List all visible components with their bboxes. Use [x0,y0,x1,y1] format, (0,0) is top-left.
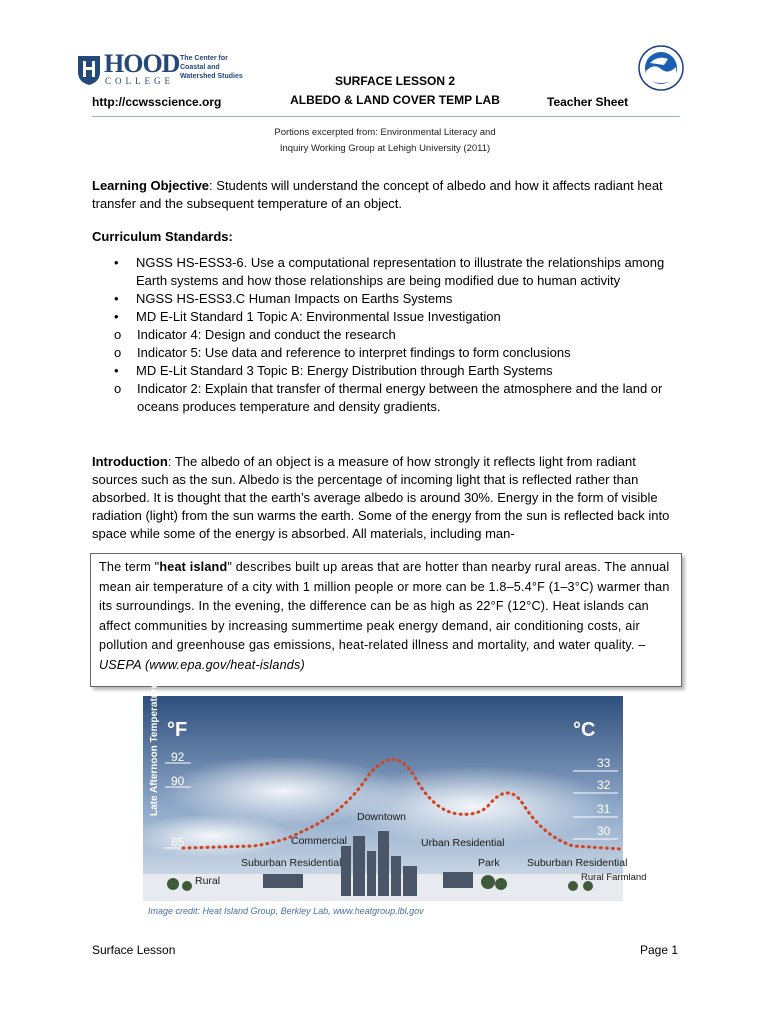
logo-center-text [180,54,243,81]
indicator-text: Indicator 2: Explain that transfer of thermal energy between the atmosphere and the land or oceans produces temperature and density gradients. [137,381,663,414]
footer-lesson: Surface Lesson [92,943,176,957]
indicator-text: Indicator 4: Design and conduct the research [137,327,396,342]
logo-college: COLLEGE [105,76,174,86]
callout-source: USEPA (www.epa.gov/heat-islands) [99,657,305,672]
standards-list [92,254,682,416]
hood-college-logo [76,50,246,90]
unit-c: °C [573,719,596,741]
cloud [333,766,613,846]
zone-label: Downtown [357,811,407,823]
zone-label: Park [478,857,500,869]
zone-label-text: Suburban Residential [241,857,342,869]
f-tick: 85 [171,835,185,849]
indicator-text: Indicator 5: Use data and reference to interpret findings to form conclusions [137,345,571,360]
unit-f: °F [167,719,188,741]
zone-label: Commercial [291,835,348,847]
sub-list-item [92,326,682,344]
bullet: • [114,255,119,270]
callout-after: " describes built up areas that are hotter than nearby rural areas. The annual mean air temperature of a city with 1 million people or more can be 1.8–5.4°F (1–3°C) warmer than its surroundings. In the evening, the difference can be as high as 22°F (12°C). Heat islands can affect communities by increasing summertime peak energy demand, air conditioning costs, air pollution and greenhouse gas emissions, heat-related illness and mortality, and water quality. – [99,560,670,652]
sub-bullet: o [114,345,122,360]
sub-list [48,326,682,362]
title-line1: SURFACE LESSON 2 [334,74,456,88]
standard-text: NGSS HS-ESS3-6. Use a computational representation to illustrate the relationships among Earth systems and how those relationships are being modified due to human activity [136,255,665,288]
list-item [92,308,682,362]
heat-island-callout [90,553,682,687]
introduction-label: Introduction [92,454,168,469]
logo-center-line1: The Center for [180,55,228,62]
zone-label: Rural [195,875,221,887]
objective-text: : Students will understand the concept of albedo and how it affects radiant heat transfer and the subsequent temperature of an object. [92,178,663,211]
shield-icon [76,54,102,86]
logo-name: HOOD [104,49,180,78]
f-tick: 90 [171,774,185,788]
callout-term: heat island [159,560,228,574]
excerpt-line2: Inquiry Working Group at Lehigh University (2011) [279,143,491,154]
list-item [92,290,682,308]
standard-text: NGSS HS-ESS3.C Human Impacts on Earths Systems [136,291,453,306]
zone-label: Urban Residential [421,837,505,849]
document-title [270,72,520,110]
sub-list-item [92,380,682,416]
standard-text: MD E-Lit Standard 1 Topic A: Environmental Issue Investigation [136,309,501,324]
c-tick: 31 [597,802,611,816]
logo-center-line2: Coastal and [180,64,220,71]
bullet: • [114,309,119,324]
site-url: http://ccwsscience.org [92,95,222,109]
cloud [133,814,293,858]
c-tick: 32 [597,778,611,792]
introduction-text: : The albedo of an object is a measure of how strongly it reflects light from radiant sources such as the sun. Albedo is the percentage of incoming light that is reflected rather than absorbed. It is thought that the earth’s average albedo is around 30%. Energy in the form of visible radiation (light) from the sun warms the earth. Some of the energy from the sun is reflected back into space while some of the energy is absorbed. All materials, including man- [92,454,670,541]
callout-before: The term " [99,560,160,574]
sub-bullet: o [114,327,122,342]
list-item [92,254,682,290]
zone-label: Suburban Residential [527,857,628,869]
noaa-logo-icon [638,45,684,91]
page-number: Page 1 [640,943,679,957]
sub-bullet: o [114,381,122,396]
header-divider [92,116,680,117]
excerpt-note [200,125,570,157]
introduction [92,453,684,543]
heat-island-figure [143,682,647,901]
logo-center-line3: Watershed Studies [180,73,243,80]
c-tick: 30 [597,824,611,838]
axis-title: Late Afternoon Temperature [149,682,160,816]
zone-label [241,857,341,869]
f-tick: 92 [171,750,185,764]
image-credit: Image credit: Heat Island Group, Berkley Lab, www.heatgroup.lbl.gov [148,906,424,916]
list-item [92,362,682,416]
learning-objective [92,177,682,213]
objective-label: Learning Objective [92,178,210,193]
standard-text: MD E-Lit Standard 3 Topic B: Energy Distribution through Earth Systems [136,363,553,378]
sheet-type: Teacher Sheet [547,95,629,109]
bullet: • [114,291,119,306]
excerpt-line1: Portions excerpted from: Environmental Literacy and [274,127,496,138]
sub-list-item [92,344,682,362]
zone-label: Rural Farmland [581,872,647,883]
bullet: • [114,363,119,378]
title-line2: ALBEDO & LAND COVER TEMP LAB [290,93,500,107]
callout-text [91,554,681,675]
sub-list [48,380,682,416]
standards-heading: Curriculum Standards: [92,229,233,244]
c-tick: 33 [597,756,611,770]
